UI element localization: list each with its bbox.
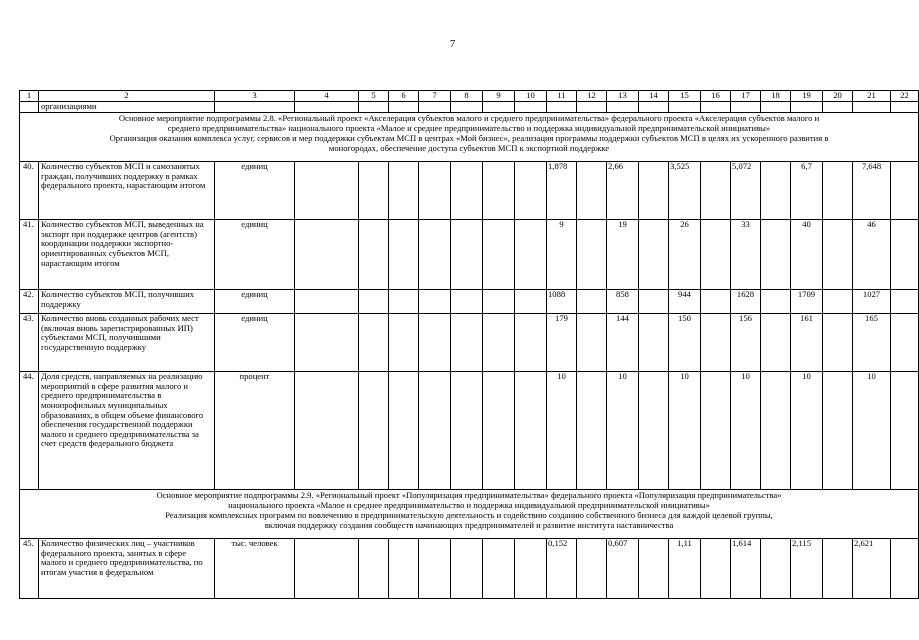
section-title: [20, 490, 919, 539]
cell: [761, 290, 791, 314]
cell: [515, 220, 547, 290]
column-header: 7: [419, 91, 451, 102]
cell: [451, 314, 483, 372]
cell: [701, 102, 731, 113]
cell: [577, 290, 607, 314]
cell: [483, 314, 515, 372]
row-number: 42.: [20, 290, 39, 314]
value-col-11: 9: [547, 220, 577, 290]
cell: [389, 162, 419, 220]
column-header: 21: [853, 91, 891, 102]
cell: [639, 220, 669, 290]
unit: единиц: [215, 220, 295, 290]
unit: единиц: [215, 290, 295, 314]
value-col-21: 2,621: [853, 539, 891, 599]
cell: [761, 102, 791, 113]
indicator-name: Количество субъектов МСП, получивших поддержку: [39, 290, 215, 314]
cell: [389, 290, 419, 314]
value-col-21: 46: [853, 220, 891, 290]
row-number: 44.: [20, 372, 39, 490]
cell: [295, 290, 359, 314]
value-col-11: 0,152: [547, 539, 577, 599]
cell: [359, 290, 389, 314]
value-col-13: 0,607: [607, 539, 639, 599]
column-header: 14: [639, 91, 669, 102]
page-number: 7: [449, 38, 456, 50]
cell: [515, 290, 547, 314]
cell: [451, 102, 483, 113]
value-col-21: 1027: [853, 290, 891, 314]
cell: [483, 162, 515, 220]
value-col-17: 5,072: [731, 162, 761, 220]
cell: [701, 220, 731, 290]
cell: [891, 314, 919, 372]
cell: [295, 539, 359, 599]
column-header: 1: [20, 91, 39, 102]
cell: [823, 539, 853, 599]
cell: [731, 102, 761, 113]
column-header: 22: [891, 91, 919, 102]
cell: [451, 372, 483, 490]
carry-over-row: [20, 102, 919, 113]
table-row: [20, 220, 919, 290]
column-header: 11: [547, 91, 577, 102]
section-header-2-9: [20, 490, 919, 539]
cell: [891, 372, 919, 490]
value-col-11: 179: [547, 314, 577, 372]
value-col-19: 1709: [791, 290, 823, 314]
indicator-name: Количество физических лиц – участников федерального проекта, занятых в сфере малого и среднего предпринимательства, по итогам участия в федеральном: [39, 539, 215, 599]
cell: [295, 314, 359, 372]
section-header-2-8: [20, 113, 919, 162]
cell: [295, 372, 359, 490]
section-line: Организация оказания комплекса услуг, сервисов и мер поддержки субъектам МСП в центрах «Мой бизнес», реализация программы поддержки субъектов МСП в целях их ускоренного развития в: [109, 132, 829, 143]
cell: [761, 220, 791, 290]
row-number: 41.: [20, 220, 39, 290]
cell: [419, 220, 451, 290]
indicators-table: [19, 90, 919, 599]
cell: [451, 220, 483, 290]
unit: тыс. человек: [215, 539, 295, 599]
value-col-13: 19: [607, 220, 639, 290]
cell: [639, 372, 669, 490]
cell: [389, 539, 419, 599]
cell: [701, 539, 731, 599]
cell: [891, 539, 919, 599]
row-number: 45.: [20, 539, 39, 599]
cell: [451, 290, 483, 314]
carry-over-text: организациями: [39, 102, 215, 113]
indicator-name: Доля средств, направляемых на реализацию мероприятий в сфере развития малого и среднего предпринимательства в монопрофильных муниципальных образованиях, в общем объеме финансового обеспечения государственной поддержки малого и среднего предпринимательства за счет средств федерального бюджета: [39, 372, 215, 490]
cell: [419, 102, 451, 113]
value-col-17: 33: [731, 220, 761, 290]
column-header: 5: [359, 91, 389, 102]
cell: [761, 314, 791, 372]
column-header: 13: [607, 91, 639, 102]
cell: [515, 539, 547, 599]
unit: единиц: [215, 162, 295, 220]
cell: [419, 372, 451, 490]
value-col-11: 1,878: [547, 162, 577, 220]
table-row: [20, 290, 919, 314]
table-row: [20, 162, 919, 220]
cell: [359, 162, 389, 220]
cell: [419, 290, 451, 314]
cell: [823, 372, 853, 490]
column-header: 18: [761, 91, 791, 102]
cell: [761, 372, 791, 490]
value-col-19: 40: [791, 220, 823, 290]
cell: [483, 102, 515, 113]
cell: [515, 162, 547, 220]
value-col-17: 1628: [731, 290, 761, 314]
cell: [639, 102, 669, 113]
cell: [701, 314, 731, 372]
value-col-15: 3,525: [669, 162, 701, 220]
cell: [823, 220, 853, 290]
section-line: Реализация комплексных программ по вовлечению в предпринимательскую деятельность и содействию созданию собственного бизнеса для каждой целевой группы,: [165, 509, 773, 520]
cell: [577, 372, 607, 490]
cell: [515, 314, 547, 372]
cell: [359, 220, 389, 290]
value-col-13: 2,66: [607, 162, 639, 220]
cell: [515, 102, 547, 113]
section-title: [20, 113, 919, 162]
cell: [389, 314, 419, 372]
column-number-row: [20, 91, 919, 102]
cell: [639, 162, 669, 220]
column-header: 4: [295, 91, 359, 102]
value-col-13: 858: [607, 290, 639, 314]
cell: [359, 314, 389, 372]
cell: [891, 102, 919, 113]
column-header: 12: [577, 91, 607, 102]
value-col-13: 10: [607, 372, 639, 490]
cell: [20, 102, 39, 113]
value-col-15: 26: [669, 220, 701, 290]
row-number: 40.: [20, 162, 39, 220]
cell: [823, 102, 853, 113]
table-row: [20, 314, 919, 372]
cell: [483, 372, 515, 490]
cell: [515, 372, 547, 490]
value-col-19: 6,7: [791, 162, 823, 220]
indicator-name: Количество вновь созданных рабочих мест (включая вновь зарегистрированных ИП) субъектами МСП, получившими государственную поддержку: [39, 314, 215, 372]
cell: [701, 162, 731, 220]
section-line: среднего предпринимательства» национального проекта «Малое и среднее предпринимательство и поддержка индивидуальной предпринимательской инициативы»: [167, 122, 771, 133]
cell: [419, 539, 451, 599]
cell: [823, 290, 853, 314]
cell: [419, 162, 451, 220]
cell: [295, 102, 359, 113]
section-line: включая поддержку создания сообществ начинающих предпринимателей и развитие института наставничества: [264, 519, 674, 530]
column-header: 10: [515, 91, 547, 102]
value-col-17: 156: [731, 314, 761, 372]
cell: [419, 314, 451, 372]
unit: процент: [215, 372, 295, 490]
value-col-15: 944: [669, 290, 701, 314]
cell: [295, 162, 359, 220]
value-col-13: 144: [607, 314, 639, 372]
column-header: 17: [731, 91, 761, 102]
cell: [359, 539, 389, 599]
column-header: 20: [823, 91, 853, 102]
cell: [389, 220, 419, 290]
value-col-15: 150: [669, 314, 701, 372]
section-line: Основное мероприятие подпрограммы 2.8. «Региональный проект «Акселерация субъектов малого и среднего предпринимательства» федерального проекта «Акселерация субъектов малого и: [118, 113, 820, 123]
cell: [701, 372, 731, 490]
cell: [607, 102, 639, 113]
cell: [483, 290, 515, 314]
cell: [359, 102, 389, 113]
cell: [639, 539, 669, 599]
row-number: 43.: [20, 314, 39, 372]
column-header: 6: [389, 91, 419, 102]
cell: [215, 102, 295, 113]
value-col-21: 165: [853, 314, 891, 372]
value-col-19: 2,115: [791, 539, 823, 599]
cell: [483, 220, 515, 290]
cell: [577, 314, 607, 372]
cell: [701, 290, 731, 314]
cell: [823, 314, 853, 372]
value-col-19: 161: [791, 314, 823, 372]
cell: [483, 539, 515, 599]
column-header: 16: [701, 91, 731, 102]
value-col-11: 1088: [547, 290, 577, 314]
cell: [389, 102, 419, 113]
cell: [389, 372, 419, 490]
cell: [577, 102, 607, 113]
cell: [669, 102, 701, 113]
cell: [359, 372, 389, 490]
cell: [639, 290, 669, 314]
cell: [547, 102, 577, 113]
value-col-17: 10: [731, 372, 761, 490]
value-col-15: 1,11: [669, 539, 701, 599]
section-line: национального проекта «Малое и среднее предпринимательство и поддержка индивидуальной предпринимательской инициативы»: [228, 499, 710, 510]
section-line: моногородах, обеспечение доступа субъектов МСП к экспортной поддержке: [328, 142, 610, 153]
cell: [577, 162, 607, 220]
cell: [451, 539, 483, 599]
column-header: 15: [669, 91, 701, 102]
column-header: 2: [39, 91, 215, 102]
cell: [823, 162, 853, 220]
section-line: Основное мероприятие подпрограммы 2.9. «Региональный проект «Популяризация предпринимательства» федерального проекта «Популяризация предпринимательства»: [156, 490, 782, 500]
value-col-19: 10: [791, 372, 823, 490]
column-header: 8: [451, 91, 483, 102]
cell: [761, 162, 791, 220]
column-header: 3: [215, 91, 295, 102]
cell: [853, 102, 891, 113]
value-col-21: 7,648: [853, 162, 891, 220]
cell: [577, 539, 607, 599]
value-col-21: 10: [853, 372, 891, 490]
column-header: 9: [483, 91, 515, 102]
indicator-name: Количество субъектов МСП и самозанятых граждан, получивших поддержку в рамках федерального проекта, нарастающим итогом: [39, 162, 215, 220]
cell: [891, 220, 919, 290]
cell: [451, 162, 483, 220]
unit: единиц: [215, 314, 295, 372]
table-row: [20, 539, 919, 599]
cell: [791, 102, 823, 113]
value-col-17: 1,614: [731, 539, 761, 599]
value-col-11: 10: [547, 372, 577, 490]
column-header: 19: [791, 91, 823, 102]
table-row: [20, 372, 919, 490]
cell: [891, 162, 919, 220]
value-col-15: 10: [669, 372, 701, 490]
cell: [577, 220, 607, 290]
cell: [295, 220, 359, 290]
indicator-name: Количество субъектов МСП, выведенных на экспорт при поддержке центров (агентств) координации поддержки экспортно-ориентированных субъектов МСП, нарастающим итогом: [39, 220, 215, 290]
cell: [639, 314, 669, 372]
cell: [891, 290, 919, 314]
cell: [761, 539, 791, 599]
